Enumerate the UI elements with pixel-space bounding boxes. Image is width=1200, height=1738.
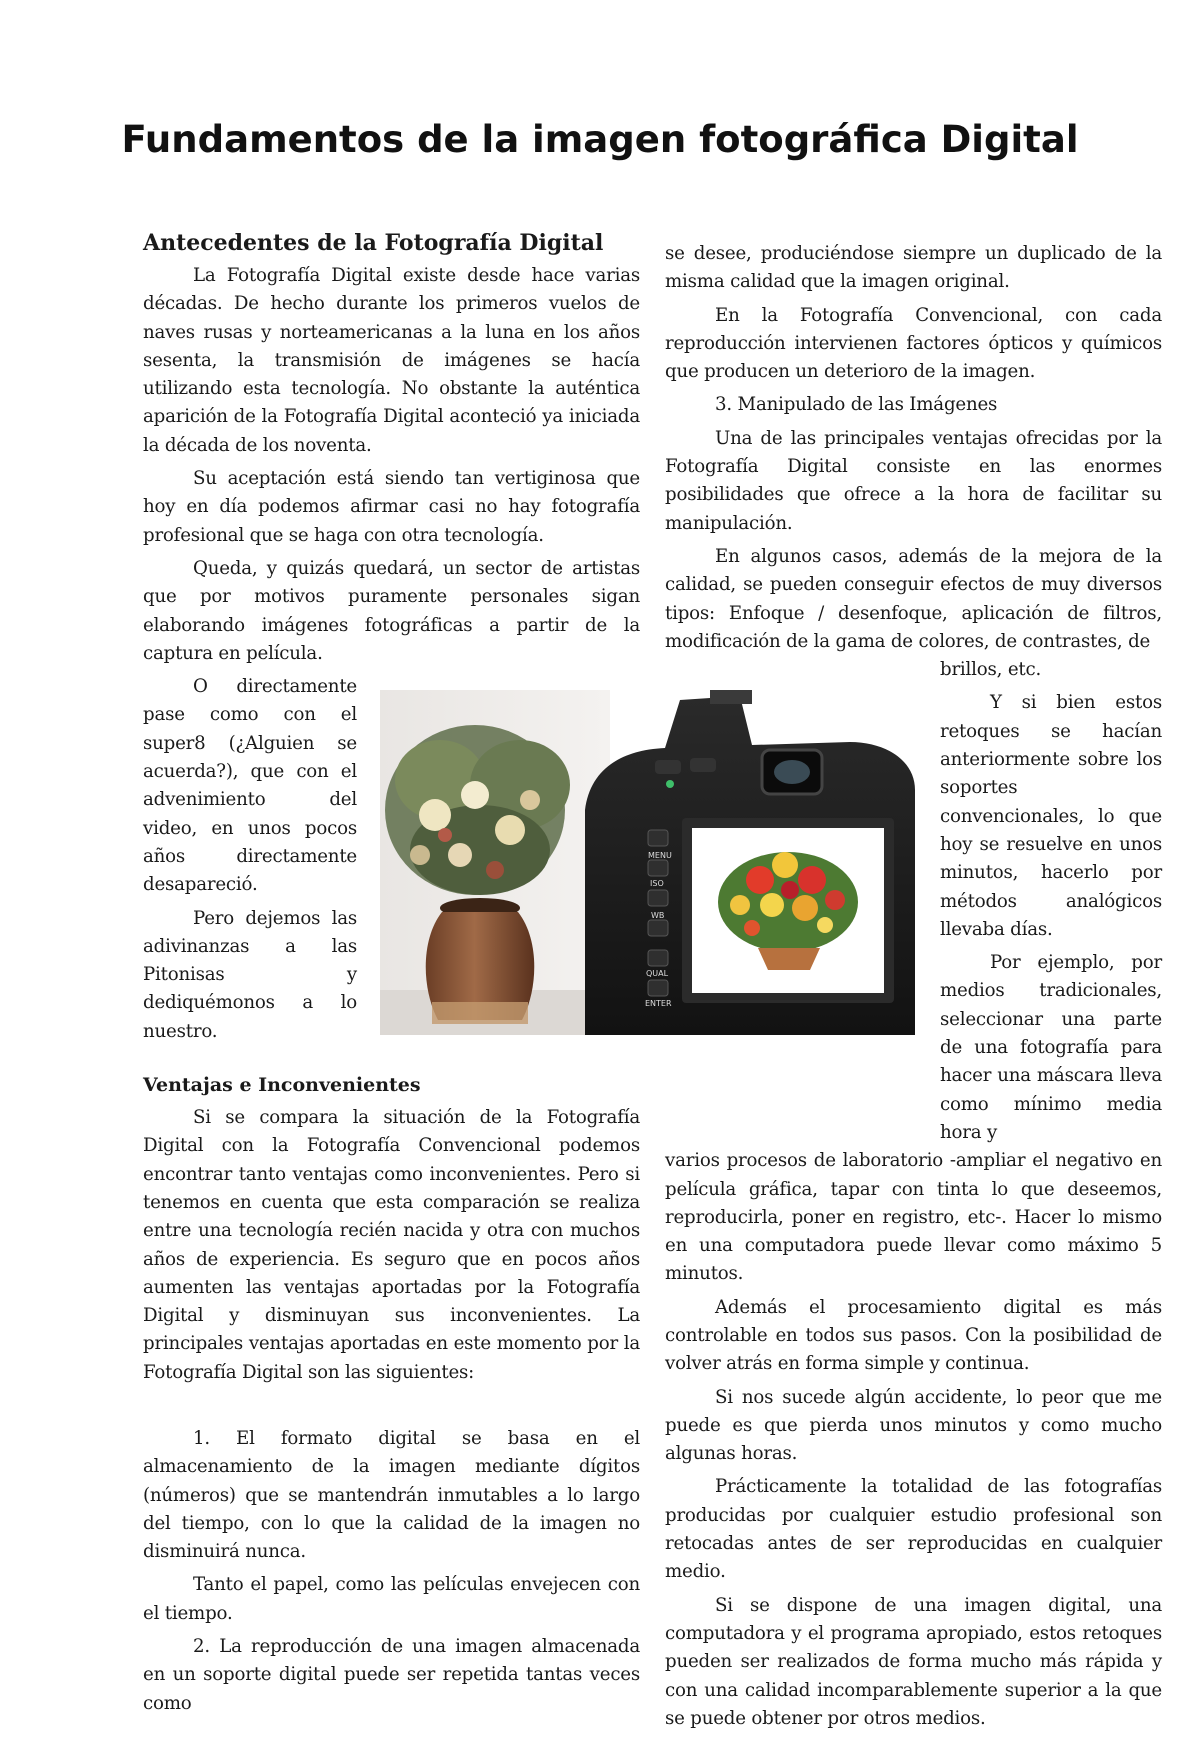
- paragraph: Una de las principales ventajas ofrecidas por la Fotografía Digital consiste en las enormes posibilidades que ofrece a la hora de facilitar su manipulación.: [665, 427, 1162, 534]
- paragraph-continuation: brillos, etc.: [940, 659, 1042, 681]
- paragraph: Prácticamente la totalidad de las fotografías producidas por cualquier estudio profesional son retocadas antes de ser reproducidas en cualquier medio.: [665, 1476, 1162, 1583]
- paragraph: En algunos casos, además de la mejora de la calidad, se pueden conseguir efectos de muy diversos tipos: Enfoque / desenfoque, aplicación de filtros, modificación de la gama de colores, de contrastes, de: [665, 545, 1162, 652]
- list-item: 2. La reproducción de una imagen almacenada en un soporte digital puede ser repetida tantas veces como: [143, 1636, 640, 1714]
- section-heading-antecedentes: Antecedentes de la Fotografía Digital: [143, 230, 604, 256]
- camera-with-flower-vase-photo: [380, 690, 915, 1035]
- foliage: [385, 725, 570, 895]
- button-label-enter: ENTER: [645, 999, 672, 1008]
- page-title: Fundamentos de la imagen fotográfica Digital: [121, 118, 1079, 161]
- paragraph: Por ejemplo, por medios tradicionales, seleccionar una parte de una fotografía para hacer una máscara lleva como mínimo media hora y: [940, 952, 1162, 1143]
- spacer: [143, 1392, 640, 1425]
- paragraph: La Fotografía Digital existe desde hace varias décadas. De hecho durante los primeros vuelos de naves rusas y norteamericanas a la luna en los años sesenta, la transmisión de imágenes se hacía utilizando esta tecnología. No obstante la auténtica aparición de la Fotografía Digital aconteció ya iniciada la década de los noventa.: [143, 265, 640, 456]
- vase: [426, 898, 535, 1024]
- paragraph: Además el procesamiento digital es más controlable en todos sus pasos. Con la posibilidad de volver atrás en forma simple y continua.: [665, 1296, 1162, 1375]
- paragraph: Y si bien estos retoques se hacían anteriormente sobre los soportes convencionales, lo que hoy se resuelve en unos minutos, hacerlo por métodos analógicos llevaba días.: [940, 692, 1162, 940]
- button-label-qual: QUAL: [646, 969, 669, 978]
- paragraph: Si se dispone de una imagen digital, una computadora y el programa apropiado, estos retoques pueden ser realizados de forma mucho más rápida y con una calidad incomparablemente superior a la que se puede obtener por otros medios.: [665, 1594, 1162, 1729]
- paragraph: Su aceptación está siendo tan vertiginosa que hoy en día podemos afirmar casi no hay fotografía profesional que se haga con otra tecnología.: [143, 468, 640, 546]
- paragraph-continuation: varios procesos de laboratorio -ampliar el negativo en película gráfica, tapar con tinta lo que deseemos, reproducirla, poner en registro, etc-. Hacer lo mismo en una computadora puede llevar como máximo 5 minutos.: [665, 1150, 1162, 1285]
- button-label-iso: ISO: [650, 879, 664, 888]
- paragraph: se desee, produciéndose siempre un duplicado de la misma calidad que la imagen original.: [665, 243, 1162, 293]
- paragraph: Queda, y quizás quedará, un sector de artistas que por motivos puramente personales sigan elaborando imágenes fotográficas a partir de la captura en película.: [143, 557, 640, 664]
- subheading: 3. Manipulado de las Imágenes: [715, 394, 998, 416]
- paragraph: Pero dejemos las adivinanzas a las Pitonisas y dediquémonos a lo nuestro.: [143, 907, 357, 1042]
- list-item: 1. El formato digital se basa en el almacenamiento de la imagen mediante dígitos (números) que se mantendrán inmutables a lo largo del tiempo, con lo que la calidad de la imagen no disminuirá nunca.: [143, 1427, 640, 1563]
- wrapped-text-block: [940, 656, 1162, 1147]
- button-label-menu: MENU: [648, 851, 672, 860]
- paragraph: O directamente pase como con el super8 (¿Alguien se acuerda?), que con el advenimiento del video, en unos pocos años directamente desapareció.: [143, 676, 357, 896]
- section-heading-ventajas: Ventajas e Inconvenientes: [143, 1074, 421, 1097]
- camera-photo-svg: [380, 690, 915, 1035]
- paragraph: Tanto el papel, como las películas envejecen con el tiempo.: [143, 1574, 640, 1624]
- paragraph: Si nos sucede algún accidente, lo peor que me puede es que pierda unos minutos y como mucho algunas horas.: [665, 1386, 1162, 1465]
- button-label-wb: WB: [651, 911, 665, 920]
- paragraph: Si se compara la situación de la Fotografía Digital con la Fotografía Convencional podemos encontrar tanto ventajas como inconvenientes. Pero si tenemos en cuenta que esta comparación se realiza entre una tecnología recién nacida y otra con muchos años de experiencia. Es seguro que en pocos años aumenten las ventajas aportadas por la Fotografía Digital y disminuyan sus inconvenientes. La principales ventajas aportadas en este momento por la Fotografía Digital son las siguientes:: [143, 1107, 640, 1383]
- paragraph: En la Fotografía Convencional, con cada reproducción intervienen factores ópticos y químicos que producen un deterioro de la imagen.: [665, 304, 1162, 383]
